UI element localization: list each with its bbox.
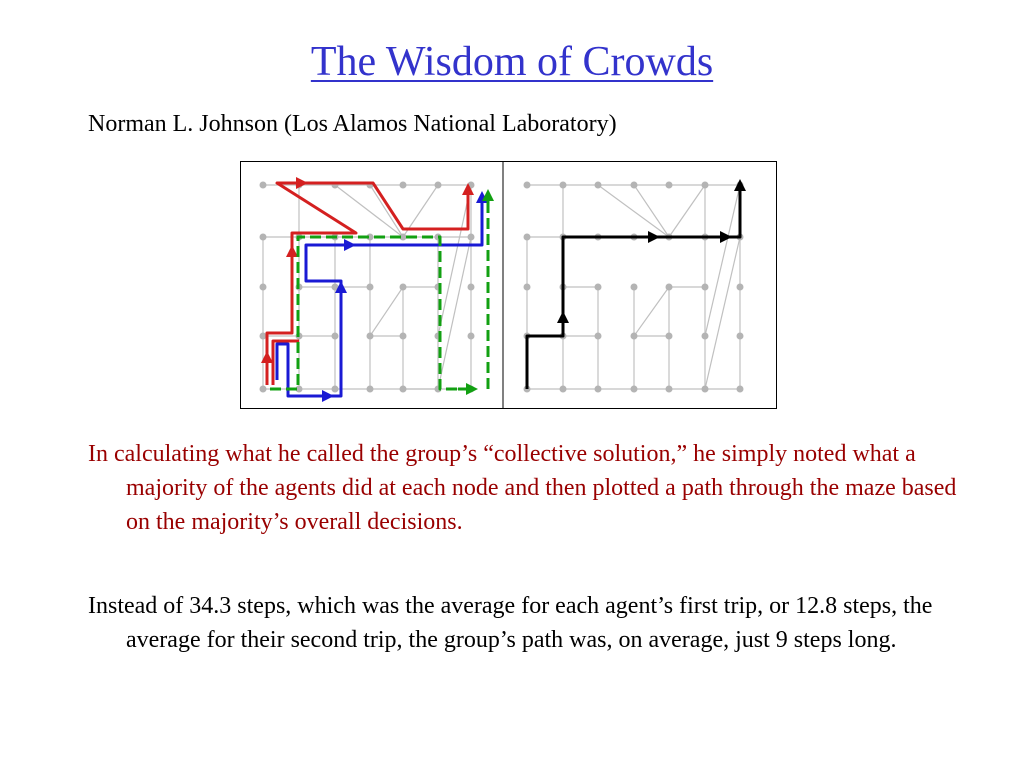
maze-figure (240, 161, 777, 409)
paragraph-steps-comparison: Instead of 34.3 steps, which was the average for each agent’s first trip, or 12.8 steps, the average for their second trip, the group’s path was, on average, just 9 steps long. (88, 593, 933, 653)
slide-title: The Wisdom of Crowds (310, 39, 714, 85)
slide-subtitle: Norman L. Johnson (Los Alamos National Laboratory) (88, 111, 617, 137)
paragraph-collective-solution: In calculating what he called the group’s “collective solution,” he simply noted what a majority of the agents did at each node and then plotted a path through the maze based on the majority’s overall decisions. (88, 441, 957, 535)
maze-diagram (240, 161, 777, 409)
